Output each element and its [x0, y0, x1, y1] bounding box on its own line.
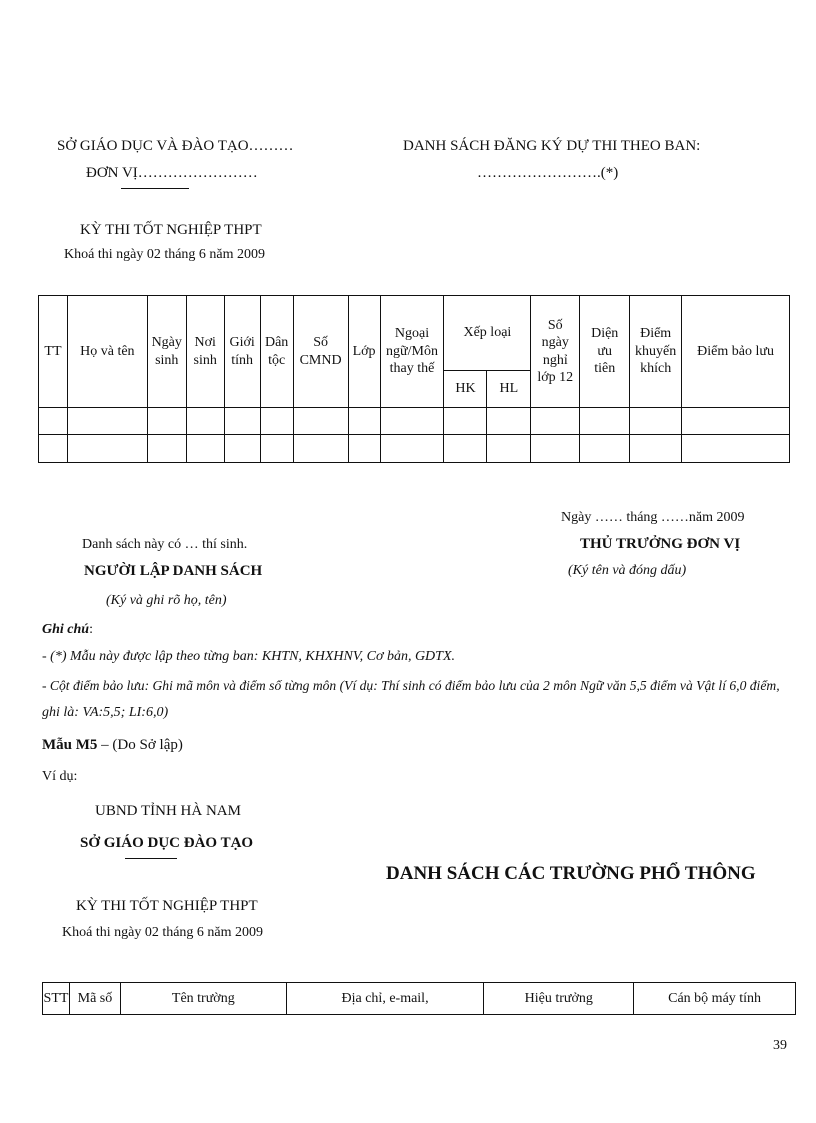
- sign-date: Ngày …… tháng ……năm 2009: [561, 510, 745, 525]
- schools-table: [42, 982, 796, 1015]
- col-it-staff: Cán bộ máy tính: [634, 983, 796, 1015]
- col-pob: Nơi sinh: [186, 296, 224, 408]
- col-principal: Hiệu trưởng: [484, 983, 634, 1015]
- table-row: [39, 408, 790, 435]
- note-line-2: - Cột điểm bảo lưu: Ghi mã môn và điểm số từng môn (Ví dụ: Thí sinh có điểm bảo lưu của 2 môn Ngữ văn 5,5 điểm và Vật lí 6,0 điểm,: [42, 678, 780, 693]
- col-stt: STT: [43, 983, 70, 1015]
- schools-title: DANH SÁCH CÁC TRƯỜNG PHỔ THÔNG: [386, 863, 756, 884]
- candidate-count: Danh sách này có … thí sinh.: [82, 537, 248, 552]
- col-name: Họ và tên: [67, 296, 147, 408]
- list-title-blank: …………………….(*): [477, 165, 619, 181]
- col-days-off: Số ngày nghỉ lớp 12: [531, 296, 580, 408]
- province-name: UBND TỈNH HÀ NAM: [95, 803, 241, 819]
- col-tt: TT: [39, 296, 68, 408]
- page-number: 39: [773, 1038, 787, 1053]
- col-dob: Ngày sinh: [147, 296, 186, 408]
- col-hl: HL: [487, 371, 531, 408]
- col-priority: Diện ưu tiên: [580, 296, 630, 408]
- department-underline: [125, 858, 177, 859]
- head-note: (Ký tên và đóng dấu): [568, 563, 687, 578]
- maker-note: (Ký và ghi rõ họ, tên): [106, 593, 227, 608]
- exam-date: Khoá thi ngày 02 tháng 6 năm 2009: [64, 247, 266, 262]
- col-ethnic: Dân tộc: [260, 296, 293, 408]
- example-exam-date: Khoá thi ngày 02 tháng 6 năm 2009: [62, 925, 264, 940]
- col-reserved: Điểm bảo lưu: [682, 296, 790, 408]
- note-line-3: ghi là: VA:5,5; LI:6,0): [42, 705, 169, 720]
- col-hk: HK: [444, 371, 487, 408]
- col-code: Mã số: [69, 983, 120, 1015]
- department-name: SỞ GIÁO DỤC VÀ ĐÀO TẠO………: [57, 138, 294, 154]
- col-address: Địa chỉ, e-mail,: [286, 983, 484, 1015]
- col-id: Số CMND: [293, 296, 348, 408]
- head-title: THỦ TRƯỞNG ĐƠN VỊ: [580, 536, 741, 552]
- table-row: [39, 435, 790, 463]
- col-bonus: Điểm khuyến khích: [630, 296, 682, 408]
- unit-name: ĐƠN VỊ……………………: [86, 165, 258, 181]
- list-title: DANH SÁCH ĐĂNG KÝ DỰ THI THEO BAN:: [403, 138, 701, 154]
- maker-title: NGƯỜI LẬP DANH SÁCH: [84, 563, 263, 579]
- col-language: Ngoại ngữ/Môn thay thế: [380, 296, 444, 408]
- note-line-1: - (*) Mẫu này được lập theo từng ban: KHTN, KHXHNV, Cơ bản, GDTX.: [42, 649, 455, 664]
- example-department: SỞ GIÁO DỤC ĐÀO TẠO: [80, 835, 254, 851]
- col-school-name: Tên trường: [120, 983, 286, 1015]
- registration-table: [38, 295, 790, 463]
- exam-name: KỲ THI TỐT NGHIỆP THPT: [80, 222, 262, 238]
- example-exam-name: KỲ THI TỐT NGHIỆP THPT: [76, 898, 258, 914]
- unit-underline: [121, 188, 189, 189]
- example-label: Ví dụ:: [42, 769, 78, 784]
- col-rank: Xếp loại: [444, 296, 531, 371]
- form-code: Mẫu M5 – (Do Sở lập): [42, 737, 183, 753]
- col-class: Lớp: [348, 296, 380, 408]
- notes-heading: Ghi chú:: [42, 622, 93, 637]
- col-gender: Giới tính: [224, 296, 260, 408]
